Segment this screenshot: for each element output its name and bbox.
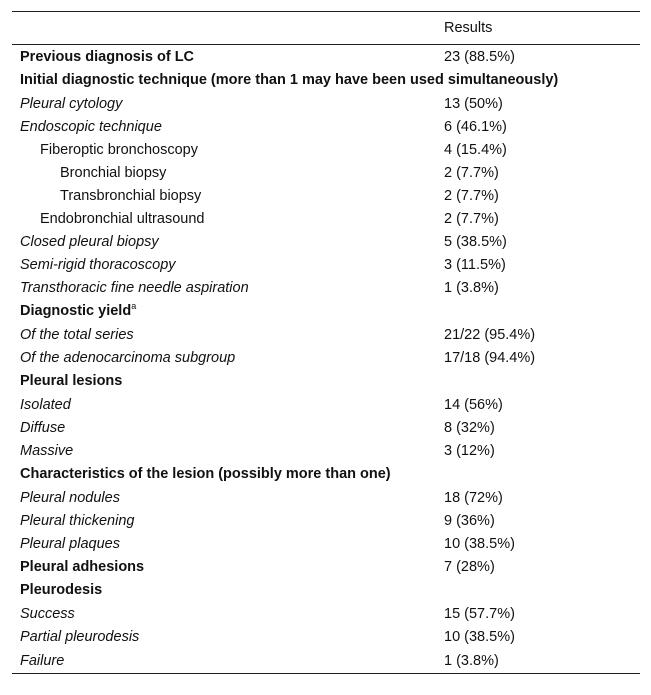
row-label-text: Of the total series: [20, 326, 134, 343]
row-value: 10 (38.5%): [444, 535, 515, 552]
table-row: [12, 509, 640, 532]
row-value: 6 (46.1%): [444, 118, 507, 135]
table-row: [12, 439, 640, 462]
row-label-text: Fiberoptic bronchoscopy: [40, 141, 198, 158]
row-label: [12, 299, 434, 323]
row-label: [12, 555, 434, 578]
row-value: 14 (56%): [444, 396, 503, 413]
table-row: [12, 648, 640, 674]
header-label-cell: [12, 12, 434, 45]
table-row: [12, 555, 640, 578]
table-row: [12, 92, 640, 115]
row-label: [12, 486, 434, 509]
row-label: [12, 253, 434, 276]
footnote-marker: a: [131, 301, 137, 312]
row-label-text: Diffuse: [20, 419, 66, 436]
table-row: [12, 138, 640, 161]
table-row: [12, 486, 640, 509]
row-value: 4 (15.4%): [444, 141, 507, 158]
table-row: [12, 184, 640, 207]
table-row: [12, 369, 640, 393]
row-label: [12, 393, 434, 416]
row-label: [12, 509, 434, 532]
table-row: [12, 346, 640, 369]
row-value: 9 (36%): [444, 512, 495, 529]
table-row: [12, 393, 640, 416]
row-value: 5 (38.5%): [444, 233, 507, 250]
row-label-text: Diagnostic yield: [20, 303, 132, 319]
row-label: [12, 625, 434, 648]
row-value: [434, 578, 640, 602]
header-results-cell: Results: [434, 12, 640, 45]
row-label: [12, 92, 434, 115]
row-value: 7 (28%): [444, 558, 495, 575]
row-label-text: Initial diagnostic technique (more than 1 may have been used simultaneously): [20, 72, 559, 88]
row-label: [12, 462, 434, 486]
row-label-text: Transthoracic fine needle aspiration: [20, 279, 249, 296]
row-label-text: Previous diagnosis of LC: [20, 48, 195, 65]
row-label: [12, 138, 434, 161]
table-row: [12, 207, 640, 230]
table-row: [12, 602, 640, 625]
header-row: [12, 12, 640, 45]
row-label-text: Pleural adhesions: [20, 558, 145, 575]
row-label-text: Pleural cytology: [20, 95, 123, 112]
row-label: [12, 648, 434, 674]
row-label: [12, 184, 434, 207]
table-row: [12, 276, 640, 299]
table-row: [12, 299, 640, 323]
row-label: [12, 161, 434, 184]
row-value: 3 (11.5%): [444, 256, 506, 273]
table-row: [12, 416, 640, 439]
row-value: [434, 299, 640, 323]
row-value: [434, 462, 640, 486]
table-row: [12, 45, 640, 69]
row-value: 1 (3.8%): [434, 648, 640, 674]
row-value: 13 (50%): [444, 95, 503, 112]
row-label: [12, 532, 434, 555]
table-body: [12, 45, 640, 674]
row-value: 18 (72%): [444, 489, 503, 506]
row-value: [434, 369, 640, 393]
table-row: [12, 253, 640, 276]
row-label-text: Bronchial biopsy: [60, 164, 167, 181]
row-label-text: Massive: [20, 442, 74, 459]
table-row: [12, 161, 640, 184]
row-label: [12, 207, 434, 230]
row-value: 15 (57.7%): [444, 605, 515, 622]
table-row: [12, 462, 640, 486]
row-label: [12, 578, 434, 602]
row-label-text: Transbronchial biopsy: [60, 187, 202, 204]
table-row: [12, 532, 640, 555]
row-value: 17/18 (94.4%): [444, 349, 536, 366]
row-value: 3 (12%): [444, 442, 495, 459]
row-label-text: Closed pleural biopsy: [20, 233, 159, 250]
row-label: [12, 68, 640, 92]
row-label: [12, 602, 434, 625]
row-label-text: Success: [20, 605, 75, 622]
table-header: [12, 12, 640, 45]
row-label: [12, 439, 434, 462]
row-value: 2 (7.7%): [444, 164, 499, 181]
row-value: 2 (7.7%): [444, 187, 499, 204]
row-label: [12, 45, 434, 69]
row-label: [12, 276, 434, 299]
table-row: [12, 625, 640, 648]
row-label-text: Failure: [20, 652, 65, 669]
row-label-text: Partial pleurodesis: [20, 628, 140, 645]
row-value: 23 (88.5%): [444, 48, 515, 65]
row-label-text: Pleural nodules: [20, 489, 120, 506]
row-label: [12, 115, 434, 138]
table-row: [12, 578, 640, 602]
row-label: [12, 369, 434, 393]
table-row: [12, 230, 640, 253]
row-label: [12, 230, 434, 253]
row-label-text: Endoscopic technique: [20, 118, 162, 135]
row-value: 21/22 (95.4%): [444, 326, 536, 343]
row-label: [12, 323, 434, 346]
table-row: [12, 115, 640, 138]
row-label-text: Pleural plaques: [20, 535, 120, 552]
row-label-text: Pleurodesis: [20, 582, 103, 598]
row-label-text: Characteristics of the lesion (possibly more than one): [20, 466, 391, 482]
row-label-text: Semi-rigid thoracoscopy: [20, 256, 176, 273]
row-label-text: Pleural thickening: [20, 512, 135, 529]
row-label: [12, 416, 434, 439]
row-value: 1 (3.8%): [444, 279, 499, 296]
row-label-text: Pleural lesions: [20, 373, 123, 389]
row-value: 8 (32%): [444, 419, 495, 436]
row-label-text: Endobronchial ultrasound: [40, 210, 205, 227]
row-value: 10 (38.5%): [444, 628, 515, 645]
row-value: 2 (7.7%): [444, 210, 499, 227]
table-row: [12, 68, 640, 92]
row-label-text: Isolated: [20, 396, 71, 413]
row-label: [12, 346, 434, 369]
results-table: [12, 11, 640, 674]
row-label-text: Of the adenocarcinoma subgroup: [20, 349, 236, 366]
table-row: [12, 323, 640, 346]
